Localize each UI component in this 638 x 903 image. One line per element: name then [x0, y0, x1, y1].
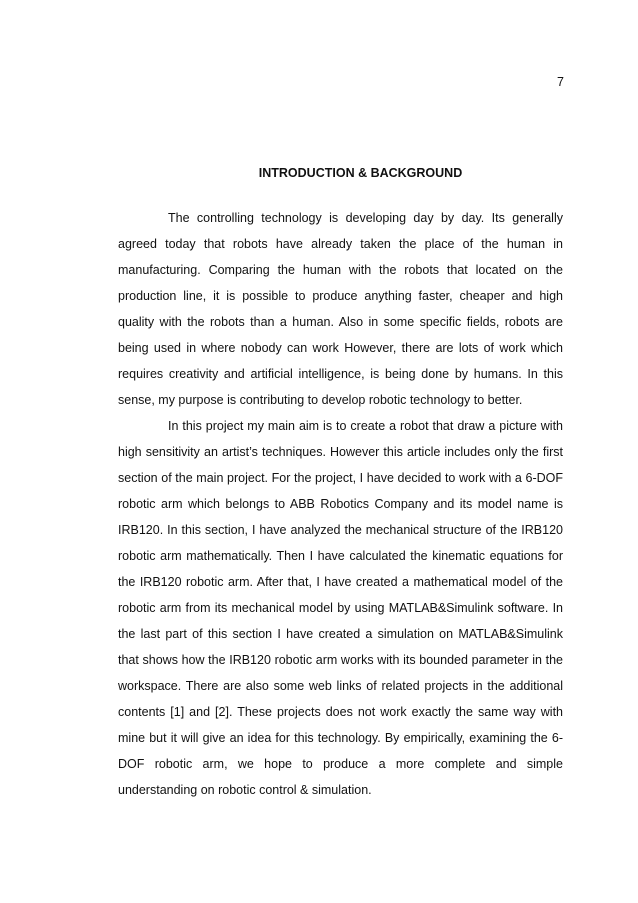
body-text: [118, 205, 563, 803]
paragraph-1: The controlling technology is developing day by day. Its generally agreed today that robots have already taken the place of the human in manufacturing. Comparing the human with the robots that located on the production line, it is possible to produce anything faster, cheaper and high quality with the robots than a human. Also in some specific fields, robots are being used in where nobody can work However, there are lots of work which requires creativity and artificial intelligence, is being done by humans. In this sense, my purpose is contributing to develop robotic technology to better.: [118, 211, 563, 407]
section-heading: INTRODUCTION & BACKGROUND: [258, 166, 463, 180]
page-number: 7: [557, 75, 564, 89]
paragraph-2: In this project my main aim is to create a robot that draw a picture with high sensitivity an artist’s techniques. However this article includes only the first section of the main project. For the project, I have decided to work with a 6-DOF robotic arm which belongs to ABB Robotics Company and its model name is IRB120. In this section, I have analyzed the mechanical structure of the IRB120 robotic arm mathematically. Then I have calculated the kinematic equations for the IRB120 robotic arm. After that, I have created a mathematical model of the robotic arm from its mechanical model by using MATLAB&Simulink software. In the last part of this section I have created a simulation on MATLAB&Simulink that shows how the IRB120 robotic arm works with its bounded parameter in the workspace. There are also some web links of related projects in the additional contents [1] and [2]. These projects does not work exactly the same way with mine but it will give an idea for this technology. By empirically, examining the 6-DOF robotic arm, we hope to produce a more complete and simple understanding on robotic control & simulation.: [118, 419, 563, 797]
